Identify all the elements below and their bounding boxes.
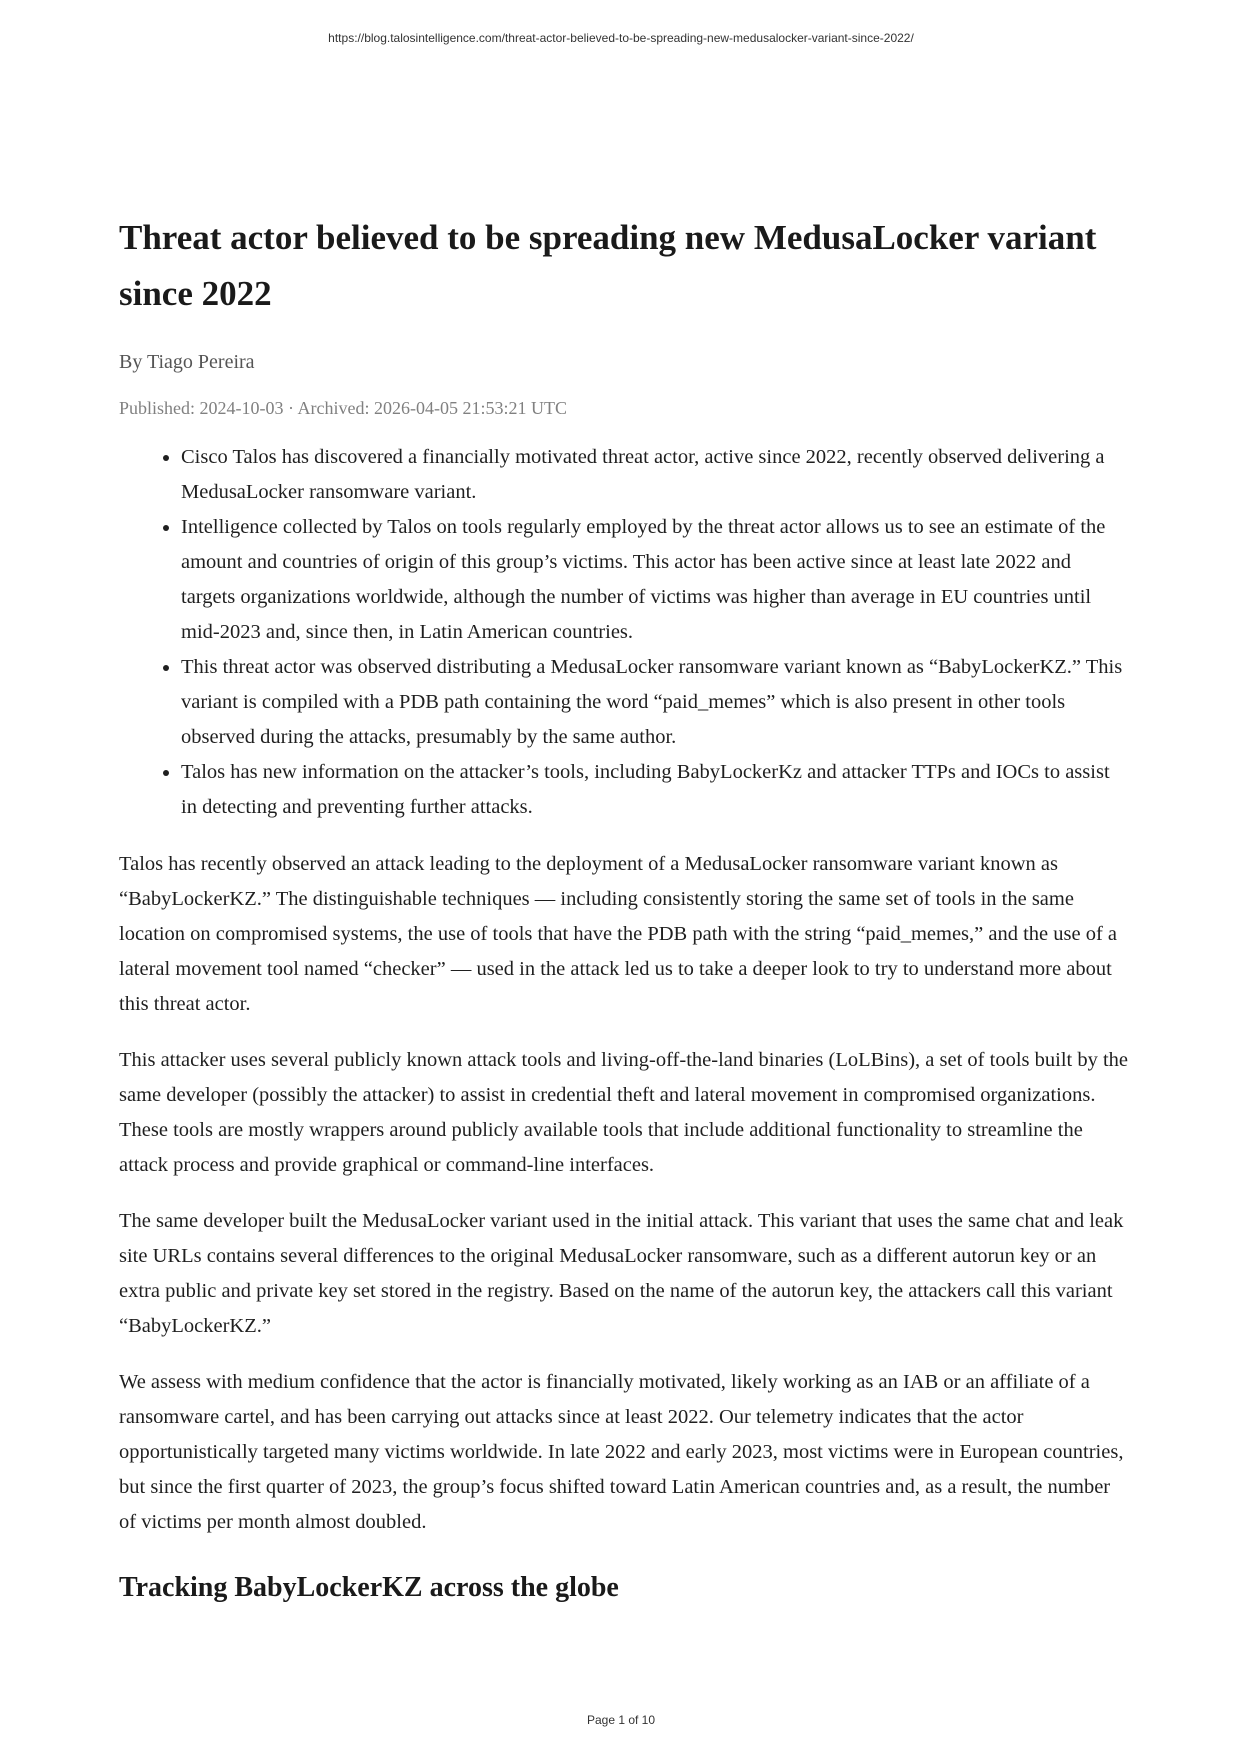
page-number: Page 1 of 10: [586, 1713, 656, 1727]
body-paragraph: The same developer built the MedusaLocker variant used in the initial attack. This variant that uses the same chat and leak site URLs contains several differences to the original MedusaLocker ransomware, such as a different autorun key or an extra public and private key set stored in the registry. Based on the name of the autorun key, the attackers call this variant “BabyLockerKZ.”: [119, 1210, 1124, 1337]
list-item: • Intelligence collected by Talos on tools regularly employed by the threat actor allows us to see an estimate of the amount and countries of origin of this group’s victims. This actor has been active since at least late 2022 and targets organizations worldwide, although the number of victims was higher than average in EU countries until mid-2023 and, since then, in Latin American countries.: [181, 510, 1129, 650]
author-byline: By Tiago Pereira: [119, 351, 255, 373]
page-url-header: https://blog.talosintelligence.com/threat-actor-believed-to-be-spreading-new-medusalocker-variant-since-2022/: [328, 31, 914, 45]
body-paragraph: We assess with medium confidence that the actor is financially motivated, likely working as an IAB or an affiliate of a ransomware cartel, and has been carrying out attacks since at least 2022. Our telemetry indicates that the actor opportunistically targeted many victims worldwide. In late 2022 and early 2023, most victims were in European countries, but since the first quarter of 2023, the group’s focus shifted toward Latin American countries and, as a result, the number of victims per month almost doubled.: [119, 1371, 1124, 1533]
body-paragraph: Talos has recently observed an attack leading to the deployment of a MedusaLocker ransomware variant known as “BabyLockerKZ.” The distinguishable techniques — including consistently storing the same set of tools in the same location on compromised systems, the use of tools that have the PDB path with the string “paid_memes,” and the use of a lateral movement tool named “checker” — used in the attack led us to take a deeper look to try to understand more about this threat actor.: [119, 853, 1118, 1015]
key-findings-list: [119, 440, 1129, 825]
publish-archive-meta: Published: 2024-10-03 · Archived: 2026-04-05 21:53:21 UTC: [119, 398, 567, 418]
list-item: • Talos has new information on the attacker’s tools, including BabyLockerKz and attacker TTPs and IOCs to assist in detecting and preventing further attacks.: [181, 755, 1129, 825]
body-paragraph: This attacker uses several publicly known attack tools and living-off-the-land binaries (LoLBins), a set of tools built by the same developer (possibly the attacker) to assist in credential theft and lateral movement in compromised organizations. These tools are mostly wrappers around publicly available tools that include additional functionality to streamline the attack process and provide graphical or command-line interfaces.: [119, 1049, 1129, 1176]
section-heading: Tracking BabyLockerKZ across the globe: [119, 1572, 619, 1603]
list-item: • This threat actor was observed distributing a MedusaLocker ransomware variant known as “BabyLockerKZ.” This variant is compiled with a PDB path containing the word “paid_memes” which is also present in other tools observed during the attacks, presumably by the same author.: [181, 650, 1129, 755]
article-title: Threat actor believed to be spreading new MedusaLocker variant since 2022: [119, 218, 1097, 313]
list-item: • Cisco Talos has discovered a financially motivated threat actor, active since 2022, recently observed delivering a MedusaLocker ransomware variant.: [181, 440, 1129, 510]
article: [119, 210, 1129, 1608]
